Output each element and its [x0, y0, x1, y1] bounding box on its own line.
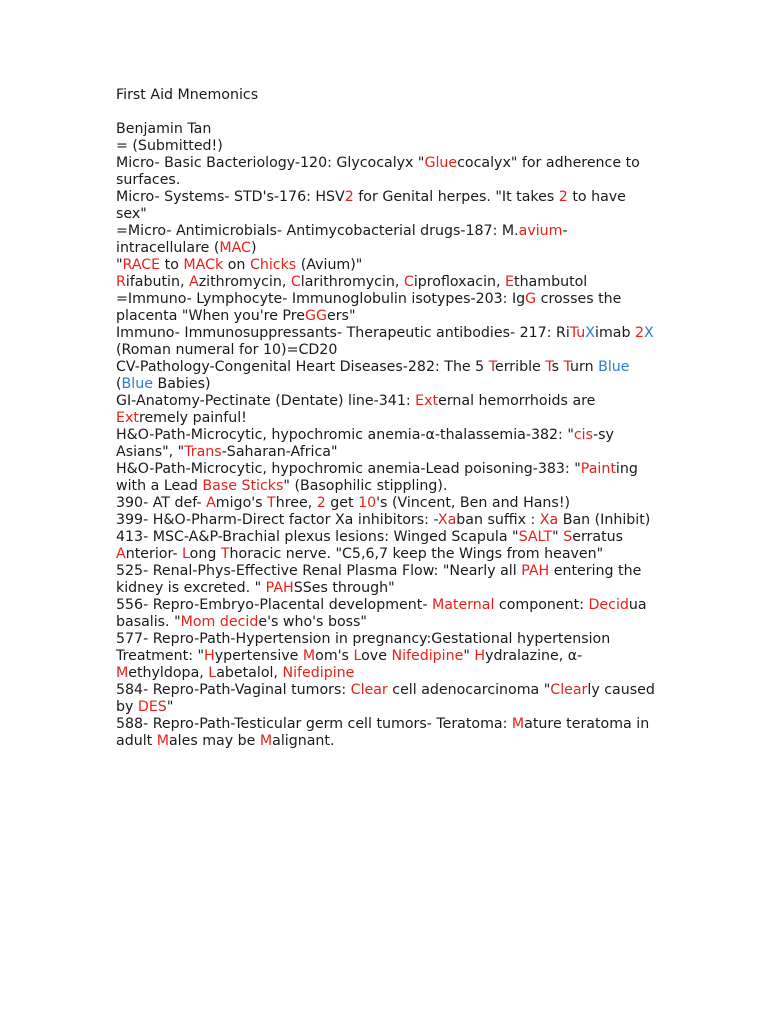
- mnemonic-line: [116, 223, 656, 257]
- mnemonic-line: [116, 257, 656, 274]
- highlight-text: MACk: [183, 257, 224, 273]
- line-text: nterior-: [125, 546, 183, 562]
- line-text: on: [223, 257, 250, 273]
- highlight-text: Chicks: [249, 257, 297, 273]
- line-text: -sy Asians", ": [116, 427, 614, 460]
- line-text: 390- AT def-: [116, 495, 207, 511]
- line-text: ers": [327, 308, 356, 324]
- line-text: 584- Repro-Path-Vaginal tumors:: [116, 682, 351, 698]
- line-text: horacic nerve. "C5,6,7 keep the Wings from heaven": [229, 546, 604, 562]
- highlight-text: Maternal: [431, 597, 495, 613]
- highlight-text: T: [220, 546, 230, 562]
- line-text: iprofloxacin,: [413, 274, 506, 290]
- highlight-text: 10: [358, 495, 377, 511]
- line-text: 's (Vincent, Ben and Hans!): [376, 495, 571, 511]
- line-text: thambutol: [514, 274, 588, 290]
- highlight-text: Blue: [598, 359, 630, 375]
- highlight-text: cis: [573, 427, 594, 443]
- highlight-text: T: [267, 495, 276, 511]
- highlight-text: Blue: [121, 376, 153, 392]
- line-text: abetalol,: [216, 665, 283, 681]
- document-page: [116, 87, 656, 750]
- highlight-text: A: [189, 274, 199, 290]
- highlight-text: 2: [316, 495, 326, 511]
- mnemonic-line: [116, 274, 656, 291]
- highlight-text: avium: [518, 223, 563, 239]
- highlight-text: H: [204, 648, 215, 664]
- highlight-text: M: [511, 716, 525, 732]
- line-text: 413- MSC-A&P-Brachial plexus lesions: Winged Scapula ": [116, 529, 519, 545]
- highlight-text: G: [525, 291, 537, 307]
- highlight-text: RACE: [122, 257, 161, 273]
- highlight-text: 2: [344, 189, 354, 205]
- line-text: ifabutin,: [125, 274, 190, 290]
- highlight-text: M: [259, 733, 273, 749]
- highlight-text: Ext: [415, 393, 439, 409]
- line-text: ): [250, 240, 257, 256]
- line-text: 399- H&O-Pharm-Direct factor Xa inhibitors: -: [116, 512, 438, 528]
- highlight-text: Decid: [588, 597, 629, 613]
- line-text: to have sex": [116, 189, 626, 222]
- line-text: for Genital herpes. "It takes: [353, 189, 559, 205]
- line-text: to: [160, 257, 184, 273]
- mnemonic-line: [116, 682, 656, 716]
- highlight-text: 2: [558, 189, 568, 205]
- line-text: ua basalis. ": [116, 597, 647, 630]
- line-text: -Saharan-Africa": [221, 444, 338, 460]
- line-text: cocalyx" for adherence to surfaces.: [116, 155, 640, 188]
- line-text: 577- Repro-Path-Hypertension in pregnancy:Gestational hypertension Treatment: ": [116, 631, 611, 664]
- highlight-text: L: [353, 648, 362, 664]
- mnemonic-line: [116, 563, 656, 597]
- line-text: migo's: [215, 495, 268, 511]
- line-text: =Immuno- Lymphocyte- Immunoglobulin isotypes-203: Ig: [116, 291, 526, 307]
- line-text: Micro- Systems- STD's-176: HSV: [116, 189, 345, 205]
- author-name: Benjamin Tan: [116, 121, 212, 137]
- highlight-text: M: [116, 665, 129, 681]
- line-text: component:: [494, 597, 589, 613]
- mnemonic-line: [116, 189, 656, 223]
- line-text: 588- Repro-Path-Testicular germ cell tumors- Teratoma:: [116, 716, 512, 732]
- highlight-text: R: [116, 274, 126, 290]
- highlight-text: Nifedipine: [282, 665, 355, 681]
- line-text: e's who's boss": [258, 614, 367, 630]
- highlight-text: M: [156, 733, 169, 749]
- highlight-text: MAC: [219, 240, 251, 256]
- line-text: (: [116, 376, 122, 392]
- line-text: Micro- Basic Bacteriology-120: Glycocalyx ": [116, 155, 425, 171]
- line-text: ethyldopa,: [128, 665, 209, 681]
- highlight-text: Clear: [350, 682, 388, 698]
- line-text: s: [551, 359, 564, 375]
- highlight-text: C: [290, 274, 301, 290]
- mnemonic-line: [116, 359, 656, 393]
- line-text: ing with a Lead: [116, 461, 638, 494]
- line-text: Immuno- Immunosuppressants- Therapeutic antibodies- 217: Ri: [116, 325, 570, 341]
- line-text: om's: [315, 648, 354, 664]
- highlight-text: Trans: [184, 444, 222, 460]
- mnemonic-line: [116, 155, 656, 189]
- highlight-text: X: [585, 325, 596, 341]
- line-text: ydralazine, α-: [485, 648, 583, 664]
- highlight-text: GG: [305, 308, 327, 324]
- mnemonic-line: [116, 427, 656, 461]
- highlight-text: Base Sticks: [202, 478, 284, 494]
- document-title: First Aid Mnemonics: [116, 87, 259, 103]
- line-text: -intracellulare (: [116, 223, 568, 256]
- line-text: entering the kidney is excreted. ": [116, 563, 642, 596]
- line-text: remely painful!: [138, 410, 247, 426]
- highlight-text: T: [488, 359, 495, 375]
- line-text: ban suffix :: [456, 512, 540, 528]
- highlight-text: A: [206, 495, 216, 511]
- highlight-text: Paint: [580, 461, 616, 477]
- line-text: errible: [494, 359, 546, 375]
- mnemonic-line: [116, 495, 656, 512]
- highlight-text: Glue: [424, 155, 458, 171]
- mnemonic-line: [116, 529, 656, 563]
- line-text: 556- Repro-Embryo-Placental development-: [116, 597, 432, 613]
- line-text: imab: [595, 325, 635, 341]
- highlight-text: S: [563, 529, 573, 545]
- line-text: ": [116, 257, 123, 273]
- highlight-text: DES: [137, 699, 167, 715]
- line-text: H&O-Path-Microcytic, hypochromic anemia-α-thalassemia-382: ": [116, 427, 574, 443]
- mnemonic-line: [116, 631, 656, 682]
- highlight-text: Mom decid: [180, 614, 259, 630]
- highlight-text: Xa: [437, 512, 457, 528]
- line-text: GI-Anatomy-Pectinate (Dentate) line-341:: [116, 393, 416, 409]
- highlight-text: Ext: [116, 410, 139, 426]
- mnemonic-line: [116, 461, 656, 495]
- line-text: SSes through": [293, 580, 395, 596]
- line-text: =Micro- Antimicrobials- Antimycobacterial drugs-187: M.: [116, 223, 519, 239]
- line-text: ly caused by: [116, 682, 655, 715]
- line-text: (Roman numeral for 10)=CD20: [116, 342, 338, 358]
- mnemonic-list: [116, 138, 656, 750]
- highlight-text: Nifedipine: [391, 648, 464, 664]
- highlight-text: Xa: [539, 512, 559, 528]
- line-text: Ban (Inhibit): [558, 512, 651, 528]
- line-text: Babies): [152, 376, 211, 392]
- line-text: ernal hemorrhoids are: [438, 393, 596, 409]
- highlight-text: Clear: [550, 682, 588, 698]
- highlight-text: 2: [635, 325, 645, 341]
- highlight-text: A: [116, 546, 126, 562]
- highlight-text: PAH: [265, 580, 294, 596]
- line-text: ove: [361, 648, 392, 664]
- line-text: hree,: [275, 495, 317, 511]
- line-text: zithromycin,: [198, 274, 291, 290]
- line-text: ": [463, 648, 475, 664]
- mnemonic-line: [116, 512, 656, 529]
- line-text: cell adenocarcinoma ": [387, 682, 551, 698]
- highlight-text: M: [302, 648, 316, 664]
- highlight-text: SALT: [518, 529, 553, 545]
- line-text: get: [325, 495, 359, 511]
- highlight-text: PAH: [521, 563, 550, 579]
- line-text: crosses the placenta "When you're Pre: [116, 291, 622, 324]
- highlight-text: T: [563, 359, 571, 375]
- line-text: ales may be: [168, 733, 260, 749]
- mnemonic-line: [116, 716, 656, 750]
- highlight-text: C: [403, 274, 414, 290]
- line-text: ": [552, 529, 564, 545]
- line-text: ong: [189, 546, 221, 562]
- line-text: alignant.: [272, 733, 335, 749]
- highlight-text: X: [644, 325, 654, 341]
- mnemonic-line: [116, 138, 656, 155]
- highlight-text: E: [505, 274, 514, 290]
- line-text: " (Basophilic stippling).: [283, 478, 448, 494]
- mnemonic-line: [116, 291, 656, 325]
- line-text: (Avium)": [296, 257, 363, 273]
- mnemonic-line: [116, 325, 656, 359]
- line-text: 525- Renal-Phys-Effective Renal Plasma Flow: "Nearly all: [116, 563, 522, 579]
- line-text: ature teratoma in adult: [116, 716, 650, 749]
- mnemonic-line: [116, 597, 656, 631]
- line-text: = (Submitted!): [116, 138, 223, 154]
- line-text: larithromycin,: [300, 274, 404, 290]
- line-text: urn: [570, 359, 599, 375]
- highlight-text: Tu: [569, 325, 586, 341]
- highlight-text: H: [474, 648, 486, 664]
- line-text: ypertensive: [214, 648, 303, 664]
- line-text: CV-Pathology-Congenital Heart Diseases-282: The 5: [116, 359, 489, 375]
- highlight-text: L: [182, 546, 190, 562]
- line-text: ": [166, 699, 174, 715]
- line-text: erratus: [572, 529, 624, 545]
- highlight-text: L: [208, 665, 217, 681]
- line-text: H&O-Path-Microcytic, hypochromic anemia-Lead poisoning-383: ": [116, 461, 581, 477]
- mnemonic-line: [116, 393, 656, 427]
- highlight-text: T: [545, 359, 552, 375]
